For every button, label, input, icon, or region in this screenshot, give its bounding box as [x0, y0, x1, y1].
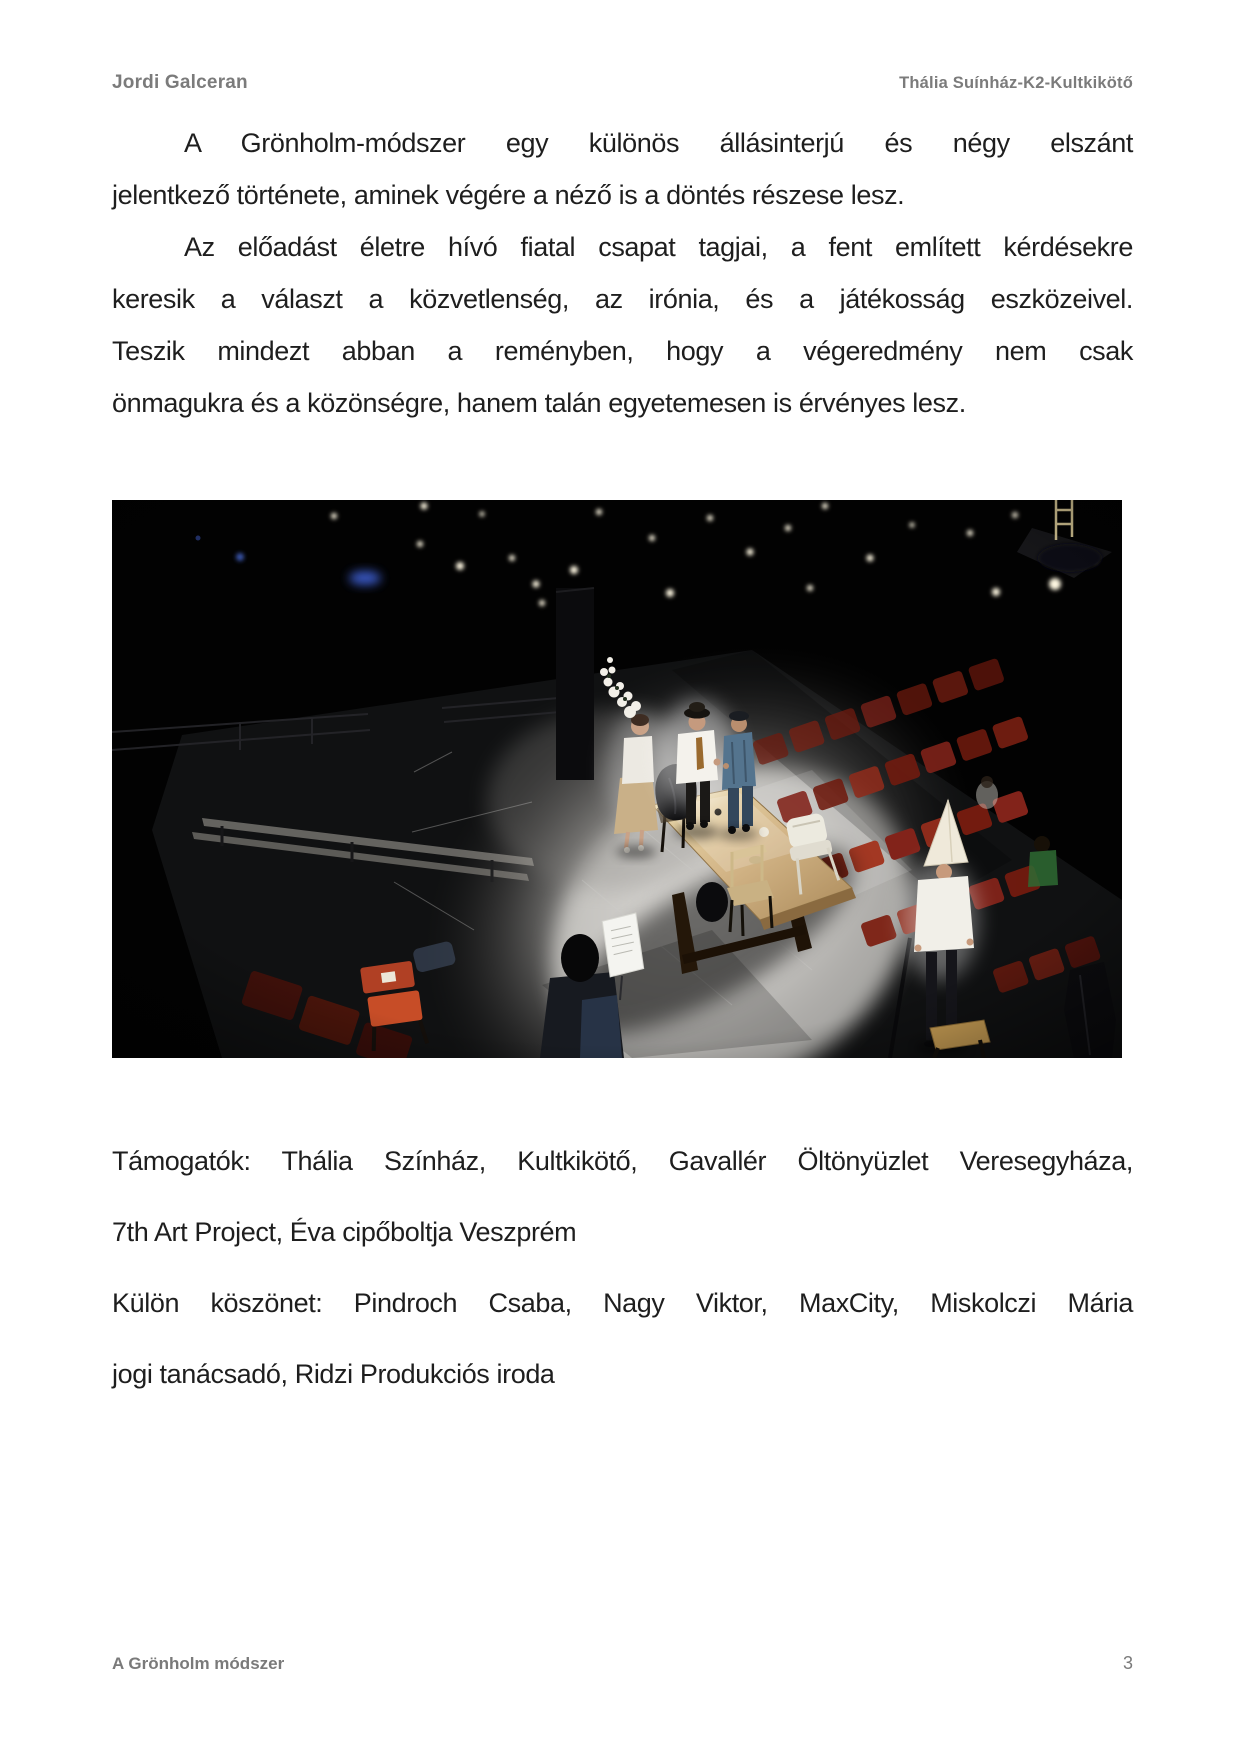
text-line: jelentkező története, aminek végére a néző is a döntés részese lesz. — [112, 180, 905, 210]
paragraph — [112, 1126, 1133, 1268]
text-line: Teszik mindezt abban a reményben, hogy a végeredmény nem csak — [112, 336, 1133, 366]
page-header — [112, 72, 1133, 94]
text-line: Az előadást életre hívó fiatal csapat tagjai, a fent említett kérdésekre — [184, 232, 1133, 262]
text-line: jogi tanácsadó, Ridzi Produkciós iroda — [112, 1359, 555, 1389]
text-line: Külön köszönet: Pindroch Csaba, Nagy Viktor, MaxCity, Miskolczi Mária — [112, 1288, 1133, 1318]
stage-photo-illustration — [112, 500, 1122, 1058]
text-line: Támogatók: Thália Színház, Kultkikötő, Gavallér Öltönyüzlet Veresegyháza, — [112, 1146, 1133, 1176]
text-line: önmagukra és a közönségre, hanem talán egyetemesen is érvényes lesz. — [112, 388, 966, 418]
page-footer — [112, 1653, 1133, 1674]
stage-photo — [112, 500, 1122, 1058]
paragraph — [112, 221, 1133, 429]
header-author: Jordi Galceran — [112, 72, 248, 93]
footer-title: A Grönholm módszer — [112, 1654, 285, 1673]
text-line: A Grönholm-módszer egy különös állásinterjú és négy elszánt — [184, 128, 1133, 158]
body-paragraphs — [112, 117, 1133, 429]
footer-page-number: 3 — [1122, 1653, 1133, 1673]
credits-paragraphs — [112, 1126, 1133, 1410]
text-line: keresik a választ a közvetlenség, az irónia, és a játékosság eszközeivel. — [112, 284, 1133, 314]
header-theater: Thália Suínház-K2-Kultkikötő — [899, 74, 1133, 92]
paragraph — [112, 1268, 1133, 1410]
text-line: 7th Art Project, Éva cipőboltja Veszprém — [112, 1217, 577, 1247]
paragraph — [112, 117, 1133, 221]
vignette — [112, 500, 1122, 1058]
